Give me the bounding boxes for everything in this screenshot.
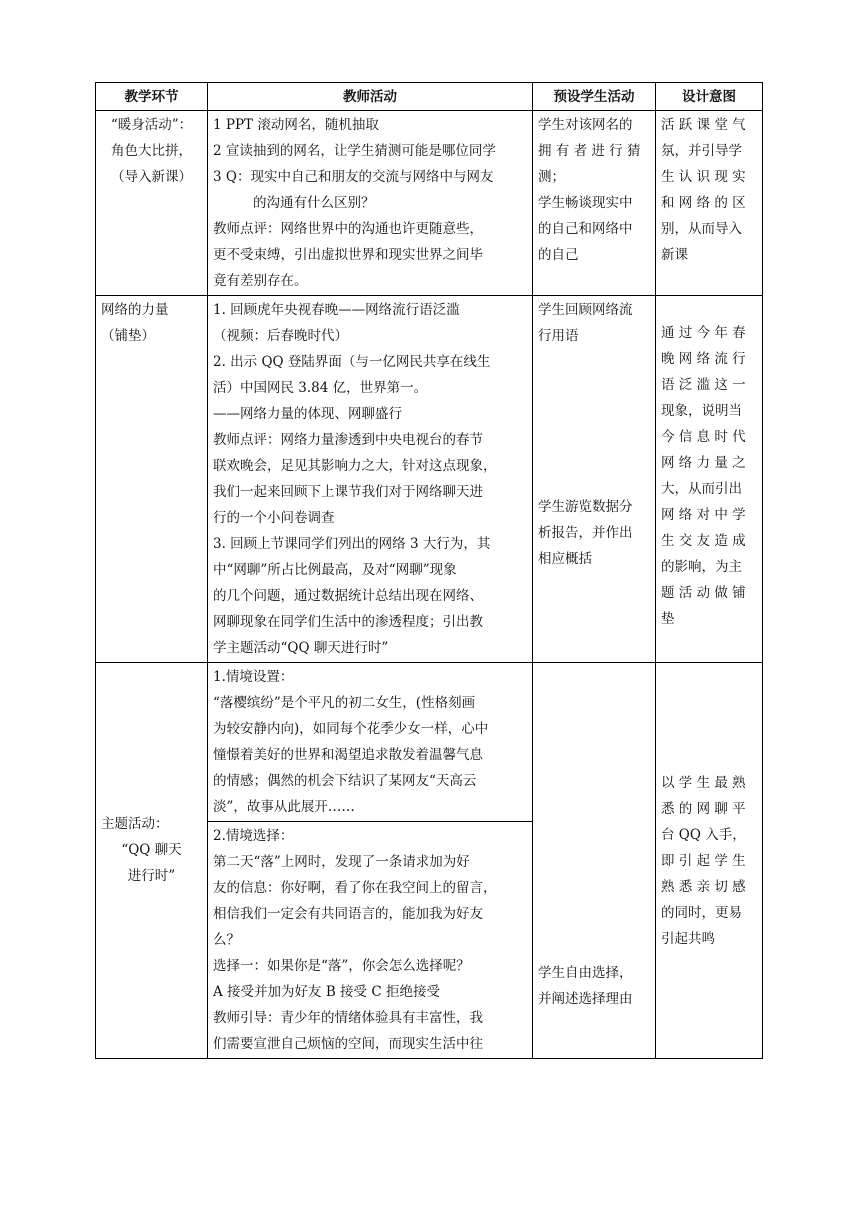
table-row: [96, 663, 763, 822]
design-intent-cell: 通 过 今 年 春 晚 网 络 流 行 语 泛 滥 这 一 现象，说明当 今 信 息 时 代 网 络 力 量 之 大，从而引出 网 络 对 中 学 生 交 友 造 成 的影响，为主 题 活 动 做 铺 垫: [656, 296, 763, 663]
student-activity-cell: 学生对该网名的 拥 有 者 进 行 猜 测； 学生畅谈现实中 的自己和网络中 的自己: [533, 111, 656, 296]
stage-cell: “暖身活动”： 角色大比拼， （导入新课）: [96, 111, 208, 296]
table-row: [96, 296, 763, 663]
lesson-plan-table: [95, 82, 763, 1059]
design-intent-cell: 以 学 生 最 熟 悉 的 网 聊 平 台 QQ 入手， 即 引 起 学 生 熟 悉 亲 切 感 的同时，更易 引起共鸣: [656, 663, 763, 1059]
table-header-row: [96, 83, 763, 111]
header-design-intent: 设计意图: [656, 83, 763, 111]
stage-cell: 网络的力量 （铺垫）: [96, 296, 208, 663]
header-stage: 教学环节: [96, 83, 208, 111]
teacher-activity-cell: 1 PPT 滚动网名，随机抽取 2 宣读抽到的网名，让学生猜测可能是哪位同学 3 Q：现实中自己和朋友的交流与网络中与网友 的沟通有什么区别？ 教师点评：网络世界中的沟通也许更随意些， 更不受束缚，引出虚拟世界和现实世界之间毕 竟有差别存在。: [208, 111, 533, 296]
header-student-activity: 预设学生活动: [533, 83, 656, 111]
design-intent-cell: 活 跃 课 堂 气 氛，并引导学 生 认 识 现 实 和 网 络 的 区 别，从而导入 新课: [656, 111, 763, 296]
teacher-activity-cell: 1. 回顾虎年央视春晚——网络流行语泛滥 （视频：后春晚时代） 2. 出示 QQ 登陆界面（与一亿网民共享在线生 活）中国网民 3.84 亿，世界第一。 ——网络力量的体现、网聊盛行 教师点评：网络力量渗透到中央电视台的春节 联欢晚会，足见其影响力之大，针对这点现象， 我们一起来回顾下上课节我们对于网络聊天进 行的一个小问卷调查 3. 回顾上节课同学们列出的网络 3 大行为，其 中“网聊”所占比例最高，及对“网聊”现象 的几个问题，通过数据统计总结出现在网络、 网聊现象在同学们生活中的渗透程度；引出教 学主题活动“QQ 聊天进行时”: [208, 296, 533, 663]
student-activity-cell: 学生自由选择， 并阐述选择理由: [533, 663, 656, 1059]
stage-cell: 主题活动： “QQ 聊天 进行时”: [96, 663, 208, 1059]
table-row: [96, 111, 763, 296]
student-activity-cell: 学生回顾网络流 行用语 学生游览数据分 析报告，并作出 相应概括: [533, 296, 656, 663]
header-teacher-activity: 教师活动: [208, 83, 533, 111]
teacher-activity-cell: 1.情境设置： “落樱缤纷”是个平凡的初二女生，(性格刻画 为较安静内向)，如同每个花季少女一样，心中 憧憬着美好的世界和渴望追求散发着温馨气息 的情感；偶然的机会下结识了某网友“天高云 淡”，故事从此展开……: [208, 663, 533, 822]
teacher-activity-cell: 2.情境选择： 第二天“落”上网时，发现了一条请求加为好 友的信息：你好啊，看了你在我空间上的留言， 相信我们一定会有共同语言的，能加我为好友 么？ 选择一：如果你是“落”，你会怎么选择呢？ A 接受并加为好友 B 接受 C 拒绝接受 教师引导：青少年的情绪体验具有丰富性，我 们需要宣泄自己烦恼的空间，而现实生活中往: [208, 822, 533, 1059]
